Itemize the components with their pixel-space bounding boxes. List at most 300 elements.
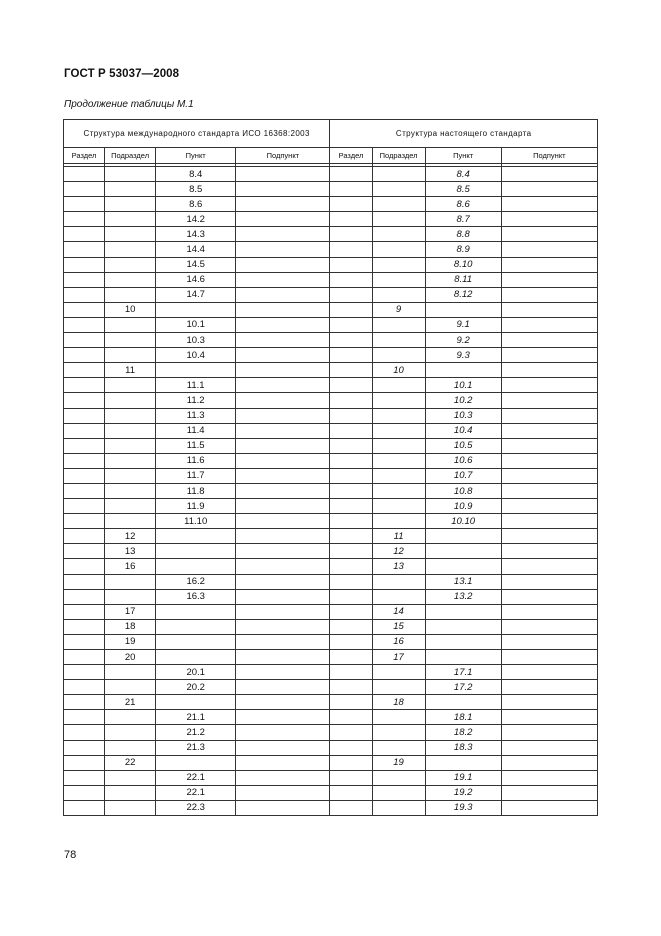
table-cell: [425, 529, 501, 544]
table-cell: [105, 499, 156, 514]
table-cell: [330, 182, 372, 197]
table-cell: [64, 483, 105, 498]
table-cell: [372, 725, 425, 740]
table-cell: [105, 242, 156, 257]
table-cell: 8.5: [425, 182, 501, 197]
table-cell: [64, 529, 105, 544]
table-cell: [236, 167, 330, 182]
table-cell: 16: [372, 634, 425, 649]
table-cell: [330, 483, 372, 498]
table-cell: [105, 257, 156, 272]
table-cell: [501, 650, 597, 665]
table-cell: [64, 650, 105, 665]
table-row: [64, 212, 598, 227]
table-row: [64, 468, 598, 483]
table-cell: [501, 710, 597, 725]
column-header: Подпункт: [236, 148, 330, 164]
table-cell: [330, 227, 372, 242]
table-cell: [501, 619, 597, 634]
table-cell: 22.1: [156, 785, 236, 800]
table-cell: 11.7: [156, 468, 236, 483]
table-cell: 9.1: [425, 317, 501, 332]
table-cell: [156, 604, 236, 619]
table-cell: [372, 197, 425, 212]
table-cell: [372, 665, 425, 680]
table-cell: [236, 574, 330, 589]
table-cell: [105, 710, 156, 725]
table-cell: [236, 317, 330, 332]
table-cell: 13: [372, 559, 425, 574]
table-row: [64, 680, 598, 695]
table-cell: [236, 287, 330, 302]
table-row: [64, 559, 598, 574]
table-cell: [330, 529, 372, 544]
table-cell: 19: [372, 755, 425, 770]
table-cell: [330, 453, 372, 468]
table-cell: [501, 544, 597, 559]
table-cell: [156, 755, 236, 770]
table-cell: 10.2: [425, 393, 501, 408]
table-cell: [501, 167, 597, 182]
table-cell: [236, 348, 330, 363]
table-cell: 10.10: [425, 514, 501, 529]
table-cell: [64, 393, 105, 408]
table-cell: [64, 468, 105, 483]
table-cell: [372, 257, 425, 272]
table-cell: [105, 785, 156, 800]
table-cell: [501, 589, 597, 604]
table-cell: [372, 378, 425, 393]
table-cell: [156, 650, 236, 665]
table-cell: [156, 529, 236, 544]
table-cell: [501, 665, 597, 680]
table-cell: [372, 317, 425, 332]
table-cell: [501, 438, 597, 453]
table-cell: [425, 650, 501, 665]
table-cell: [330, 499, 372, 514]
table-row: [64, 725, 598, 740]
table-cell: [372, 589, 425, 604]
table-cell: 9: [372, 302, 425, 317]
table-cell: [64, 438, 105, 453]
group-header-national: Структура настоящего стандарта: [330, 120, 598, 148]
table-cell: [501, 423, 597, 438]
table-body: [64, 167, 598, 816]
table-row: [64, 740, 598, 755]
table-cell: [501, 529, 597, 544]
table-cell: [330, 514, 372, 529]
table-cell: [64, 242, 105, 257]
table-row: [64, 438, 598, 453]
table-cell: [372, 348, 425, 363]
table-row: [64, 167, 598, 182]
table-row: [64, 363, 598, 378]
table-cell: [236, 710, 330, 725]
table-row: [64, 182, 598, 197]
table-cell: [372, 499, 425, 514]
table-cell: [236, 559, 330, 574]
table-row: [64, 529, 598, 544]
table-cell: [236, 212, 330, 227]
table-cell: 18: [372, 695, 425, 710]
table-cell: [156, 559, 236, 574]
table-cell: 21.2: [156, 725, 236, 740]
table-cell: [236, 800, 330, 815]
table-cell: [105, 197, 156, 212]
table-cell: 10: [105, 302, 156, 317]
table-cell: [501, 363, 597, 378]
table-cell: [372, 212, 425, 227]
table-cell: [501, 574, 597, 589]
table-cell: [105, 167, 156, 182]
table-cell: [64, 499, 105, 514]
table-cell: [236, 242, 330, 257]
table-cell: [64, 227, 105, 242]
table-cell: [105, 740, 156, 755]
table-cell: [64, 287, 105, 302]
table-cell: [501, 393, 597, 408]
table-cell: [64, 423, 105, 438]
table-cell: [501, 182, 597, 197]
table-cell: [330, 619, 372, 634]
table-cell: [372, 574, 425, 589]
table-cell: [330, 197, 372, 212]
table-cell: [64, 770, 105, 785]
table-cell: 21.3: [156, 740, 236, 755]
table-cell: [501, 559, 597, 574]
table-cell: [64, 212, 105, 227]
table-cell: 18: [105, 619, 156, 634]
table-row: [64, 650, 598, 665]
table-cell: [64, 317, 105, 332]
table-cell: [330, 242, 372, 257]
table-cell: 22: [105, 755, 156, 770]
table-cell: [330, 559, 372, 574]
table-cell: [501, 272, 597, 287]
table-cell: [64, 800, 105, 815]
table-cell: [330, 634, 372, 649]
table-cell: [236, 257, 330, 272]
table-row: [64, 227, 598, 242]
table-cell: [105, 423, 156, 438]
table-cell: [330, 770, 372, 785]
table-cell: [330, 544, 372, 559]
table-row: [64, 272, 598, 287]
table-cell: [236, 634, 330, 649]
table-cell: [330, 393, 372, 408]
column-header: Подраздел: [372, 148, 425, 164]
table-cell: [236, 333, 330, 348]
table-cell: 16.2: [156, 574, 236, 589]
table-cell: [64, 574, 105, 589]
table-row: [64, 770, 598, 785]
correspondence-table: [63, 119, 598, 816]
table-cell: [501, 740, 597, 755]
table-cell: [425, 619, 501, 634]
table-cell: [330, 604, 372, 619]
table-cell: 15: [372, 619, 425, 634]
table-cell: 8.5: [156, 182, 236, 197]
table-cell: [236, 665, 330, 680]
table-cell: [425, 302, 501, 317]
table-cell: [425, 559, 501, 574]
table-cell: [330, 333, 372, 348]
table-cell: 16.3: [156, 589, 236, 604]
table-cell: 17.2: [425, 680, 501, 695]
table-cell: 13.2: [425, 589, 501, 604]
table-cell: [105, 514, 156, 529]
table-cell: [501, 483, 597, 498]
table-row: [64, 619, 598, 634]
table-cell: [501, 634, 597, 649]
column-header: Раздел: [330, 148, 372, 164]
table-cell: [105, 800, 156, 815]
table-cell: [236, 770, 330, 785]
table-cell: [236, 453, 330, 468]
table-cell: [501, 770, 597, 785]
table-row: [64, 634, 598, 649]
page-number: 78: [64, 849, 77, 861]
table-cell: [372, 393, 425, 408]
table-cell: 14.5: [156, 257, 236, 272]
table-cell: [236, 363, 330, 378]
table-cell: 11: [372, 529, 425, 544]
table-cell: [64, 348, 105, 363]
table-cell: 8.9: [425, 242, 501, 257]
table-cell: [425, 634, 501, 649]
table-cell: [330, 363, 372, 378]
table-cell: 10.1: [156, 317, 236, 332]
table-cell: [372, 333, 425, 348]
table-cell: 10.7: [425, 468, 501, 483]
table-cell: [501, 287, 597, 302]
table-cell: 17: [372, 650, 425, 665]
table-cell: 18.2: [425, 725, 501, 740]
document-title: ГОСТ Р 53037—2008: [64, 68, 180, 80]
column-header: Раздел: [64, 148, 105, 164]
table-cell: 10.4: [425, 423, 501, 438]
table-cell: [425, 695, 501, 710]
table-cell: [156, 634, 236, 649]
table-cell: [501, 499, 597, 514]
column-header: Подраздел: [105, 148, 156, 164]
table-cell: [501, 468, 597, 483]
table-cell: [64, 725, 105, 740]
table-row: [64, 302, 598, 317]
table-cell: 14: [372, 604, 425, 619]
table-cell: 8.7: [425, 212, 501, 227]
column-header: Пункт: [156, 148, 236, 164]
table-cell: 10.3: [156, 333, 236, 348]
table-cell: [330, 378, 372, 393]
table-cell: [330, 589, 372, 604]
table-cell: [236, 499, 330, 514]
table-row: [64, 604, 598, 619]
table-cell: [330, 665, 372, 680]
table-cell: [64, 634, 105, 649]
table-cell: 8.4: [156, 167, 236, 182]
table-cell: [236, 302, 330, 317]
table-cell: [236, 272, 330, 287]
table-cell: [236, 514, 330, 529]
table-cell: [425, 604, 501, 619]
table-cell: 11.9: [156, 499, 236, 514]
table-row: [64, 348, 598, 363]
table-cell: [372, 785, 425, 800]
table-cell: [105, 589, 156, 604]
table-cell: 14.3: [156, 227, 236, 242]
table-cell: 18.1: [425, 710, 501, 725]
table-cell: [64, 785, 105, 800]
table-cell: [236, 619, 330, 634]
table-cell: 8.10: [425, 257, 501, 272]
table-row: [64, 378, 598, 393]
table-cell: [105, 348, 156, 363]
table-cell: 10.8: [425, 483, 501, 498]
table-cell: 11.5: [156, 438, 236, 453]
table-cell: [105, 438, 156, 453]
table-cell: [501, 317, 597, 332]
table-row: [64, 499, 598, 514]
table-cell: [105, 378, 156, 393]
table-row: [64, 197, 598, 212]
table-cell: 10.9: [425, 499, 501, 514]
table-row: [64, 710, 598, 725]
table-cell: [236, 725, 330, 740]
table-cell: [64, 619, 105, 634]
table-cell: 9.2: [425, 333, 501, 348]
table-cell: [501, 680, 597, 695]
table-cell: [105, 287, 156, 302]
table-caption: Продолжение таблицы М.1: [64, 99, 194, 110]
table-cell: [105, 453, 156, 468]
table-cell: 11.8: [156, 483, 236, 498]
table-row: [64, 453, 598, 468]
table-cell: [330, 710, 372, 725]
table-cell: [236, 423, 330, 438]
table-row: [64, 574, 598, 589]
table-cell: [236, 438, 330, 453]
table-cell: [156, 302, 236, 317]
table-cell: [236, 755, 330, 770]
table-row: [64, 317, 598, 332]
table-cell: [64, 680, 105, 695]
table-cell: [156, 695, 236, 710]
table-cell: [64, 182, 105, 197]
table-cell: 9.3: [425, 348, 501, 363]
table-cell: [372, 408, 425, 423]
table-cell: [236, 468, 330, 483]
table-cell: [105, 317, 156, 332]
group-header-international: Структура международного стандарта ИСО 16368:2003: [64, 120, 330, 148]
table-cell: 10.5: [425, 438, 501, 453]
table-cell: [236, 695, 330, 710]
table-cell: 21: [105, 695, 156, 710]
table-cell: [236, 529, 330, 544]
table-cell: [64, 665, 105, 680]
table-cell: [330, 650, 372, 665]
table-cell: [236, 785, 330, 800]
table-cell: 22.1: [156, 770, 236, 785]
table-cell: 8.11: [425, 272, 501, 287]
table-row: [64, 408, 598, 423]
table-cell: [501, 212, 597, 227]
table-cell: [501, 257, 597, 272]
table-cell: [105, 212, 156, 227]
table-cell: 11.1: [156, 378, 236, 393]
table-cell: [330, 755, 372, 770]
table-cell: [156, 363, 236, 378]
table-cell: [105, 333, 156, 348]
table-cell: [105, 408, 156, 423]
table-cell: [501, 408, 597, 423]
table-cell: [64, 197, 105, 212]
table-cell: [372, 800, 425, 815]
table-cell: 19.1: [425, 770, 501, 785]
table-cell: 18.3: [425, 740, 501, 755]
table-cell: [64, 408, 105, 423]
table-cell: [105, 665, 156, 680]
table-cell: 12: [372, 544, 425, 559]
table-cell: [501, 302, 597, 317]
table-row: [64, 755, 598, 770]
table-cell: [330, 800, 372, 815]
table-cell: 14.7: [156, 287, 236, 302]
table-cell: [330, 167, 372, 182]
table-cell: [236, 227, 330, 242]
table-row: [64, 589, 598, 604]
table-cell: [501, 348, 597, 363]
table-cell: [236, 378, 330, 393]
table-cell: [64, 363, 105, 378]
table-cell: 20: [105, 650, 156, 665]
table-cell: 19.3: [425, 800, 501, 815]
table-row: [64, 242, 598, 257]
table-cell: [64, 544, 105, 559]
table-row: [64, 800, 598, 815]
table-cell: [105, 680, 156, 695]
table-cell: 11.4: [156, 423, 236, 438]
table-cell: 8.12: [425, 287, 501, 302]
table-cell: [64, 559, 105, 574]
table-cell: [330, 468, 372, 483]
table-cell: [425, 755, 501, 770]
table-cell: [501, 197, 597, 212]
table-cell: [372, 514, 425, 529]
table-cell: 13: [105, 544, 156, 559]
table-cell: [156, 544, 236, 559]
table-cell: [330, 272, 372, 287]
table-cell: 8.8: [425, 227, 501, 242]
table-cell: [64, 740, 105, 755]
table-cell: [330, 257, 372, 272]
table-cell: [236, 544, 330, 559]
table-row: [64, 257, 598, 272]
table-cell: 11.2: [156, 393, 236, 408]
table-cell: [156, 619, 236, 634]
table-cell: [64, 378, 105, 393]
table-cell: [330, 317, 372, 332]
table-cell: 10.4: [156, 348, 236, 363]
table-cell: [501, 785, 597, 800]
table-cell: [501, 604, 597, 619]
table-cell: 10.3: [425, 408, 501, 423]
column-header: Пункт: [425, 148, 501, 164]
table-cell: [330, 574, 372, 589]
table-cell: [236, 483, 330, 498]
table-cell: [64, 272, 105, 287]
table-cell: [372, 468, 425, 483]
